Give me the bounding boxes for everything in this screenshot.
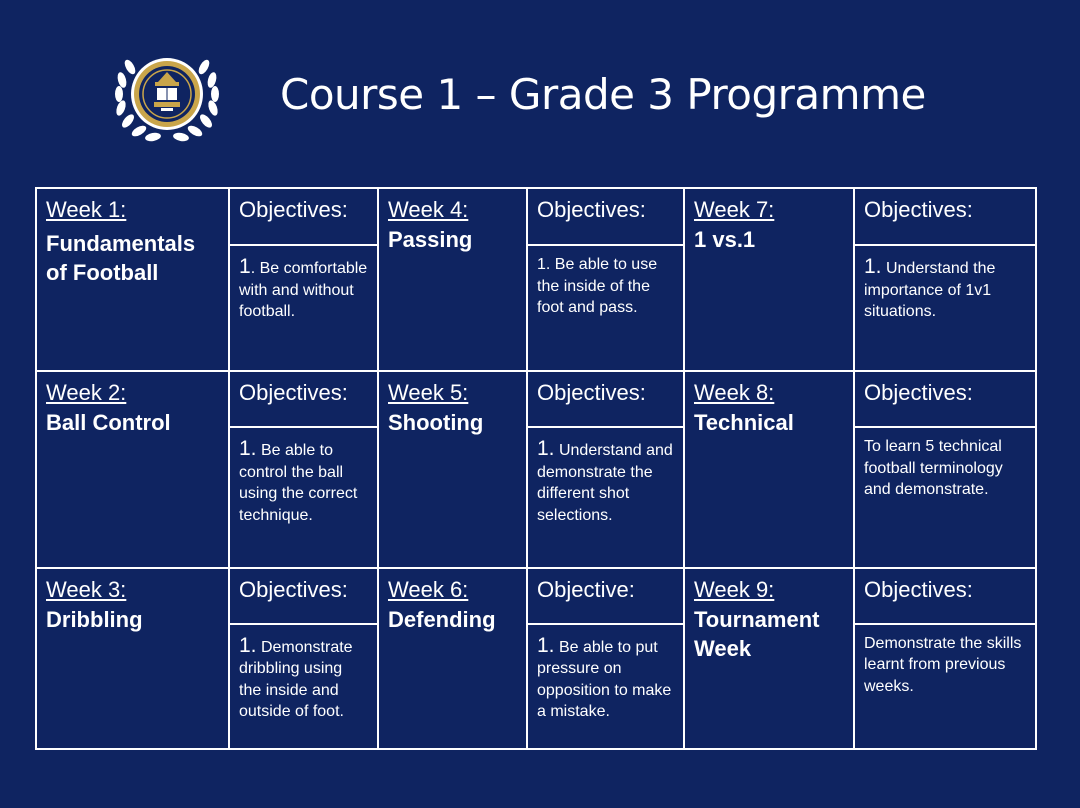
objective-number: 1. xyxy=(537,437,555,461)
objectives-heading: Objectives: xyxy=(854,371,1036,427)
week-cell xyxy=(36,188,229,371)
objective-body: Demonstrate dribbling using the inside and outside of foot. xyxy=(239,638,353,721)
week-label: Week 7: xyxy=(694,197,775,222)
objective-text xyxy=(527,245,684,371)
objective-text xyxy=(527,427,684,567)
week-topic: Fundamentals of Football xyxy=(46,231,196,285)
objective-body: . Be comfortable with and without football. xyxy=(239,260,368,321)
week-cell xyxy=(378,188,527,371)
objectives-heading: Objectives: xyxy=(854,568,1036,624)
objective-body: Be able to put pressure on opposition to make a mistake. xyxy=(537,638,672,721)
objective-text xyxy=(229,427,378,567)
objective-number: 1 xyxy=(239,255,251,279)
week-topic: Tournament Week xyxy=(694,606,820,661)
objective-number: 1. xyxy=(864,255,882,279)
week-topic: Passing xyxy=(388,227,473,252)
week-topic: Shooting xyxy=(388,410,484,436)
objective-body: Understand and demonstrate the different shot selections. xyxy=(537,442,673,524)
week-label: Week 2: xyxy=(46,380,127,406)
week-topic: 1 vs.1 xyxy=(694,227,756,252)
week-cell xyxy=(36,371,229,567)
programme-table xyxy=(35,187,1037,750)
objectives-heading: Objective: xyxy=(527,568,684,624)
week-topic: Defending xyxy=(388,606,496,632)
week-label: Week 5: xyxy=(388,380,469,406)
objectives-heading: Objectives: xyxy=(229,371,378,427)
week-cell xyxy=(684,371,854,567)
objectives-heading: Objectives: xyxy=(229,188,378,245)
page-title: Course 1 – Grade 3 Programme xyxy=(280,70,926,119)
objective-number: 1. xyxy=(239,437,257,461)
week-label: Week 3: xyxy=(46,576,127,602)
week-label: Week 9: xyxy=(694,576,775,602)
week-cell xyxy=(684,188,854,371)
week-topic: Technical xyxy=(694,410,794,436)
objectives-heading: Objectives: xyxy=(854,188,1036,245)
week-cell xyxy=(378,371,527,567)
laurel-wreath-logo-icon xyxy=(108,42,226,146)
week-cell xyxy=(684,568,854,749)
week-label: Week 6: xyxy=(388,576,469,602)
week-label: Week 1: xyxy=(46,197,127,222)
objective-body: To learn 5 technical football terminology and demonstrate. xyxy=(864,438,1003,499)
week-label: Week 4: xyxy=(388,197,469,222)
objectives-heading: Objectives: xyxy=(229,568,378,624)
objective-text xyxy=(527,624,684,749)
objective-body: Understand the importance of 1v1 situations. xyxy=(864,260,996,321)
week-topic: Dribbling xyxy=(46,606,143,632)
week-cell xyxy=(36,568,229,749)
objective-text xyxy=(229,624,378,749)
objective-text xyxy=(854,427,1036,567)
objective-body: Demonstrate the skills learnt from previous weeks. xyxy=(864,634,1022,695)
objectives-heading: Objectives: xyxy=(527,188,684,245)
objectives-heading: Objectives: xyxy=(527,371,684,427)
objective-body: Be able to control the ball using the correct technique. xyxy=(239,442,358,524)
objective-text xyxy=(854,624,1036,749)
objective-number: 1. xyxy=(239,633,257,657)
objective-body: 1. Be able to use the inside of the foot and pass. xyxy=(537,256,658,317)
objective-text xyxy=(229,245,378,371)
week-topic: Ball Control xyxy=(46,410,171,436)
objective-text xyxy=(854,245,1036,371)
objective-number: 1. xyxy=(537,633,555,657)
week-label: Week 8: xyxy=(694,380,775,406)
week-cell xyxy=(378,568,527,749)
